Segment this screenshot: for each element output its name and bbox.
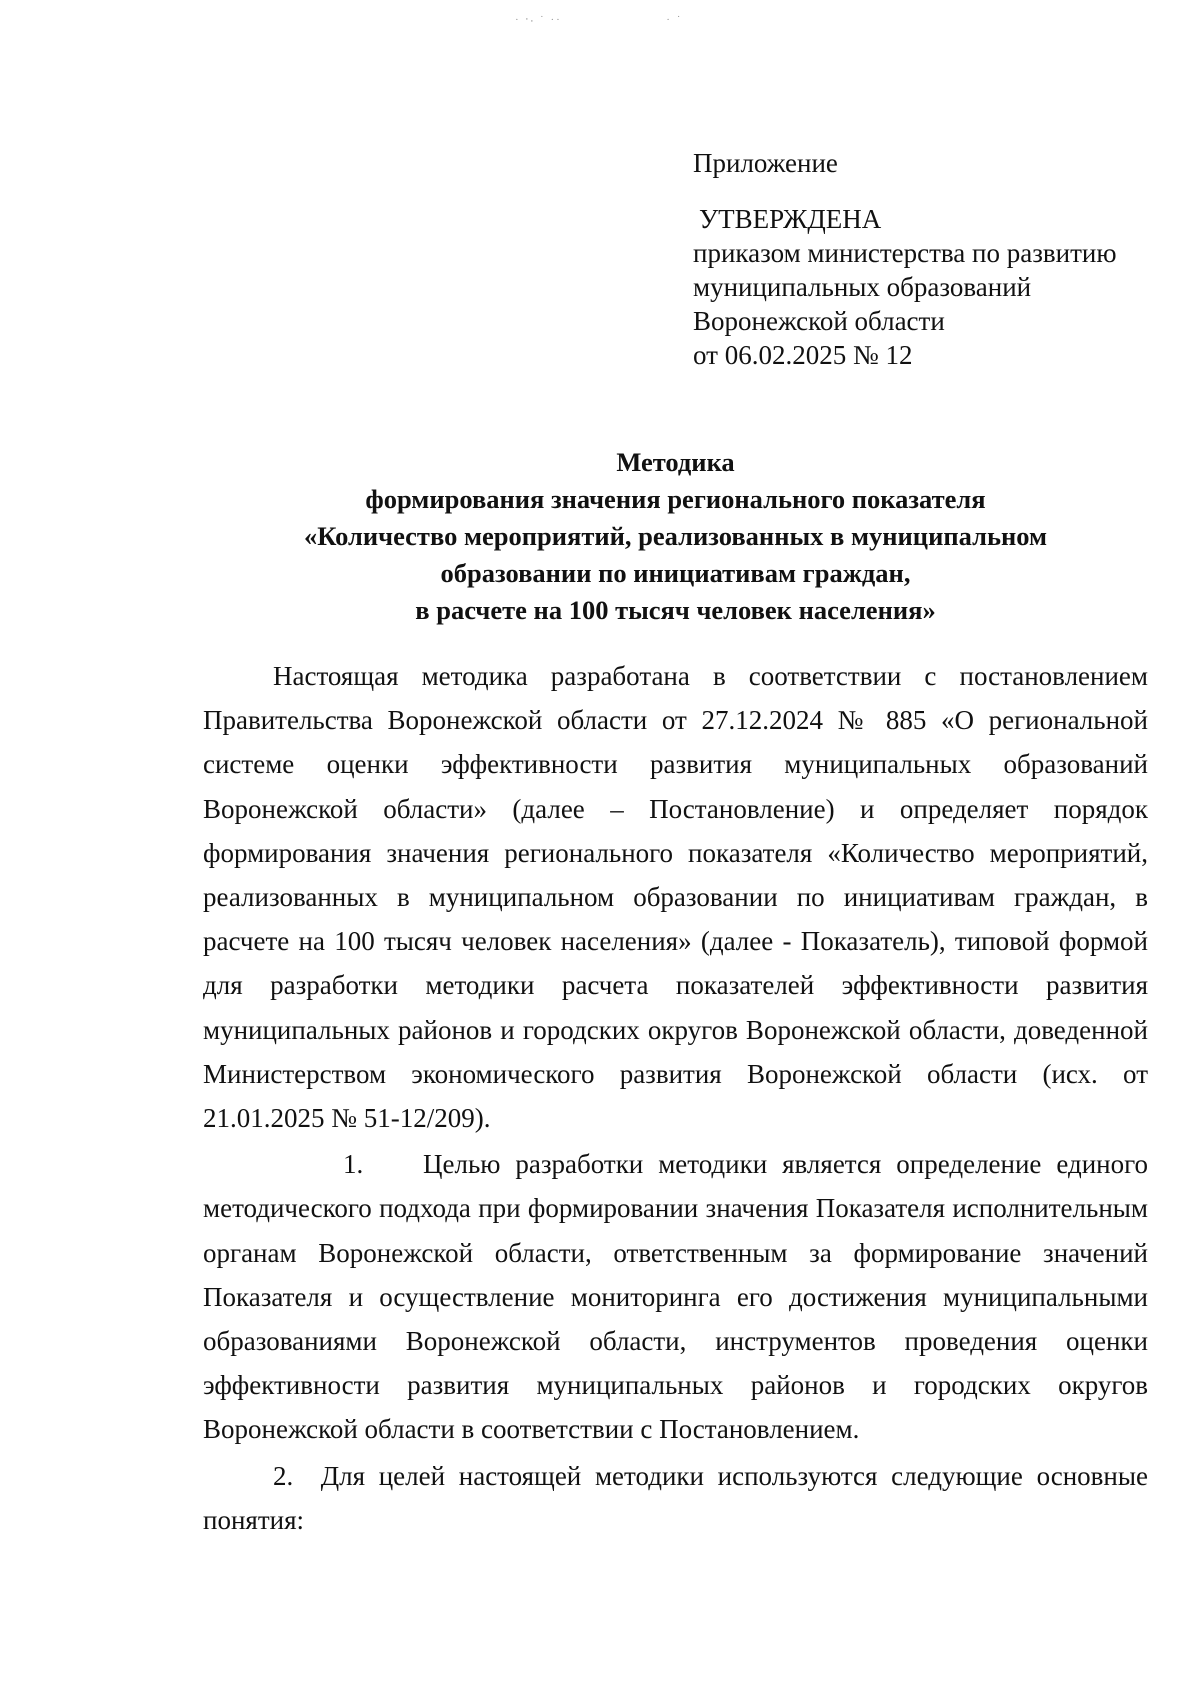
title-line: Методика — [616, 447, 735, 477]
document-title — [203, 444, 1148, 629]
order-date-number: от 06.02.2025 № 12 — [693, 340, 913, 370]
paragraph-number: 2. — [273, 1460, 294, 1491]
paragraph-text: Для целей настоящей методики используются следующие основные понятия: — [203, 1460, 1149, 1535]
scan-artifact: · ⸱⸳ ˙ ·· · ˙ — [515, 14, 683, 26]
approval-block — [693, 146, 1117, 372]
paragraph-number: 1. — [343, 1149, 364, 1180]
document-body — [203, 654, 1148, 1542]
order-line: Воронежской области — [693, 306, 945, 336]
title-line: формирования значения регионального показателя — [365, 484, 986, 514]
order-line: муниципальных образований — [693, 272, 1032, 302]
title-line: образовании по инициативам граждан, — [440, 558, 911, 588]
order-line: приказом министерства по развитию — [693, 238, 1117, 268]
paragraph-item-2 — [203, 1454, 1148, 1542]
title-line: в расчете на 100 тысяч человек населения» — [415, 595, 936, 625]
paragraph-intro — [203, 654, 1148, 1140]
paragraph-text: Целью разработки методики является определение единого методического подхода при формировании значения Показателя исполнительным органам Воронежской области, ответственным за формирование значений Показателя и осуществление мониторинга его достижения муниципальными образованиями Воронежской области, инструментов проведения оценки эффективности развития муниципальных районов и городских округов Воронежской области в соответствии с Постановлением. — [203, 1149, 1149, 1445]
appendix-label: Приложение — [693, 148, 838, 178]
title-line: «Количество мероприятий, реализованных в муниципальном — [303, 521, 1048, 551]
paragraph-item-1 — [203, 1142, 1148, 1451]
paragraph-text: Настоящая методика разработана в соответствии с постановлением Правительства Воронежской области от 27.12.2024 № 885 «О региональной системе оценки эффективности развития муниципальных образований Воронежской области» (далее – Постановление) и определяет порядок формирования значения регионального показателя «Количество мероприятий, реализованных в муниципальном образовании по инициативам граждан, в расчете на 100 тысяч человек населения» (далее - Показатель), типовой формой для разработки методики расчета показателей эффективности развития муниципальных районов и городских округов Воронежской области, доведенной Министерством экономического развития Воронежской области (исх. от 21.01.2025 № 51-12/209). — [203, 661, 1148, 1134]
approved-label: УТВЕРЖДЕНА — [699, 204, 882, 234]
